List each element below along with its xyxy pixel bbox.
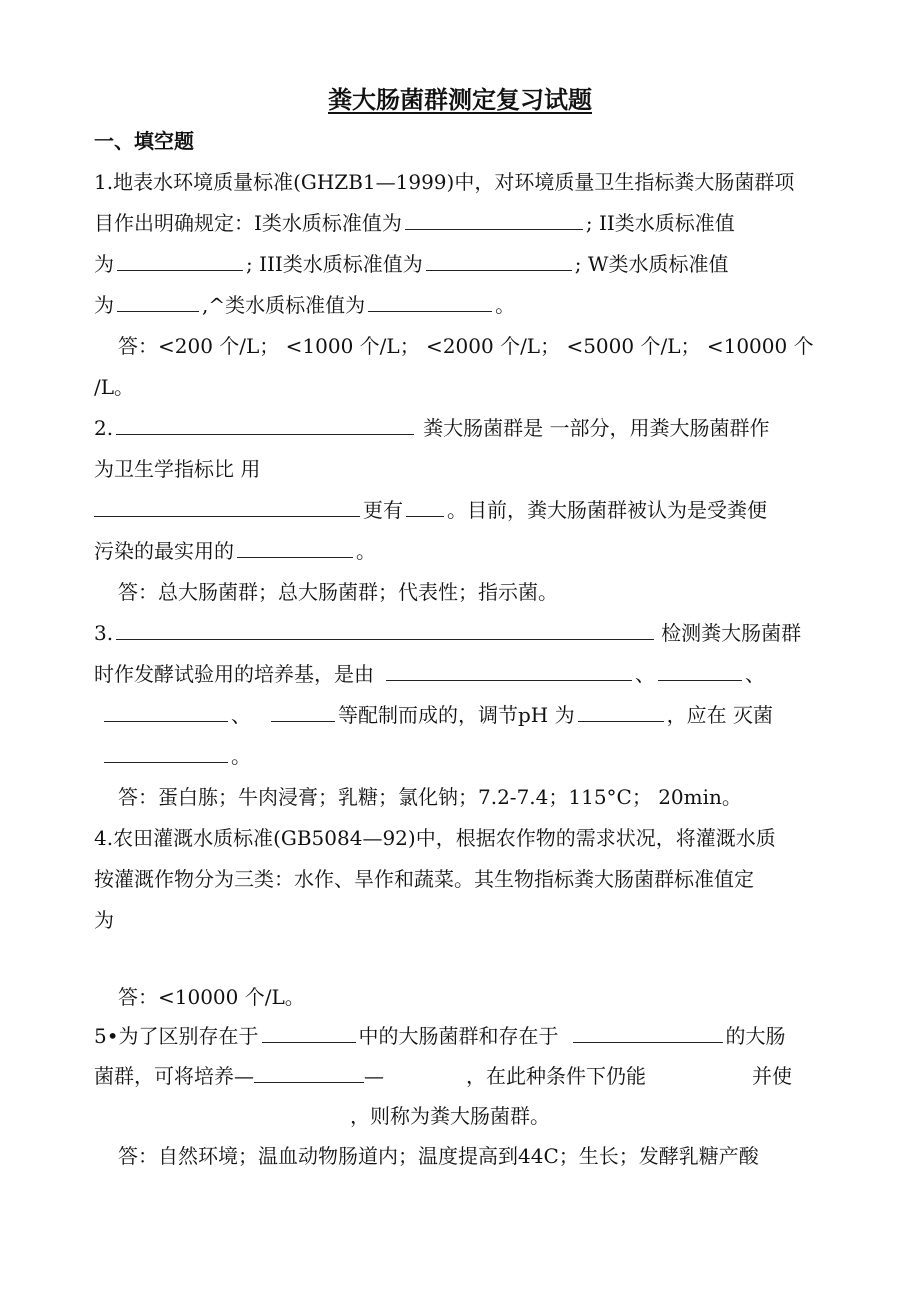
blank <box>117 256 243 271</box>
page-title: 粪大肠菌群测定复习试题 <box>328 86 592 114</box>
q5-line-1: 5•为了区别存在于 中的大肠菌群和存在于 的大肠 <box>94 1024 786 1048</box>
q5-answer: 答：自然环境；温血动物肠道内；温度提高到44C；生长；发酵乳糖产酸 <box>118 1144 759 1168</box>
q2-line-4: 污染的最实用的 。 <box>94 539 376 563</box>
q2-line-3: 更有 。目前，粪大肠菌群被认为是受粪便 <box>94 496 767 524</box>
q5-line-2: 菌群，可将培养— — ，在此种条件下仍能 并使 <box>94 1064 792 1088</box>
blank <box>271 707 335 722</box>
q1-line-2: 目作出明确规定：I类水质标准值为 ; II类水质标准值 <box>94 211 735 235</box>
section-heading: 一、填空题 <box>94 129 194 153</box>
q3-line-4: 。 <box>94 742 251 770</box>
q1-answer: 答：<200 个/L； <1000 个/L； <2000 个/L； <5000 个/L； <10000 个 <box>118 334 814 358</box>
q3-line-2: 时作发酵试验用的培养基，是由 、 、 <box>94 662 765 686</box>
blank <box>116 420 414 435</box>
blank <box>405 215 583 230</box>
q1-line-4: 为 ,^类水质标准值为 。 <box>94 293 516 317</box>
blank <box>254 1068 364 1083</box>
q1-line-1: 1.地表水环境质量标准(GHZB1—1999)中，对环境质量卫生指标粪大肠菌群项 <box>94 170 795 194</box>
blank <box>262 1028 356 1043</box>
blank <box>406 502 444 517</box>
q4-line-2: 按灌溉作物分为三类：水作、旱作和蔬菜。其生物指标粪大肠菌群标准值定 <box>94 867 754 891</box>
q4-answer: 答：<10000 个/L。 <box>118 985 305 1009</box>
blank <box>426 256 572 271</box>
q2-answer: 答：总大肠菌群；总大肠菌群；代表性；指示菌。 <box>118 580 558 604</box>
blank <box>578 707 664 722</box>
q1-answer-cont: /L。 <box>94 375 135 399</box>
blank <box>658 666 742 681</box>
q3-line-1: 3. 检测粪大肠菌群 <box>94 621 802 645</box>
blank <box>368 297 492 312</box>
blank <box>573 1028 723 1043</box>
q2-line-1: 2. 粪大肠菌群是 一部分，用粪大肠菌群作 <box>94 416 770 440</box>
blank <box>104 707 228 722</box>
q3-line-3: 、 等配制而成的，调节pH 为 ，应在 灭菌 <box>94 701 773 729</box>
blank <box>386 666 632 681</box>
q3-answer: 答：蛋白胨；牛肉浸膏；乳糖；氯化钠；7.2-7.4；115°C； 20min。 <box>118 785 742 809</box>
blank <box>237 543 353 558</box>
q4-line-1: 4.农田灌溉水质标准(GB5084—92)中，根据农作物的需求状况，将灌溉水质 <box>94 826 776 850</box>
blank <box>104 748 228 763</box>
q5-line-3: ，则称为粪大肠菌群。 <box>350 1104 550 1128</box>
q2-line-2: 为卫生学指标比 用 <box>94 457 261 481</box>
q4-line-3: 为 <box>94 908 114 932</box>
blank <box>94 502 360 517</box>
blank <box>117 297 199 312</box>
q1-line-3: 为 ; III类水质标准值为 ; W类水质标准值 <box>94 252 729 276</box>
blank <box>116 625 654 640</box>
